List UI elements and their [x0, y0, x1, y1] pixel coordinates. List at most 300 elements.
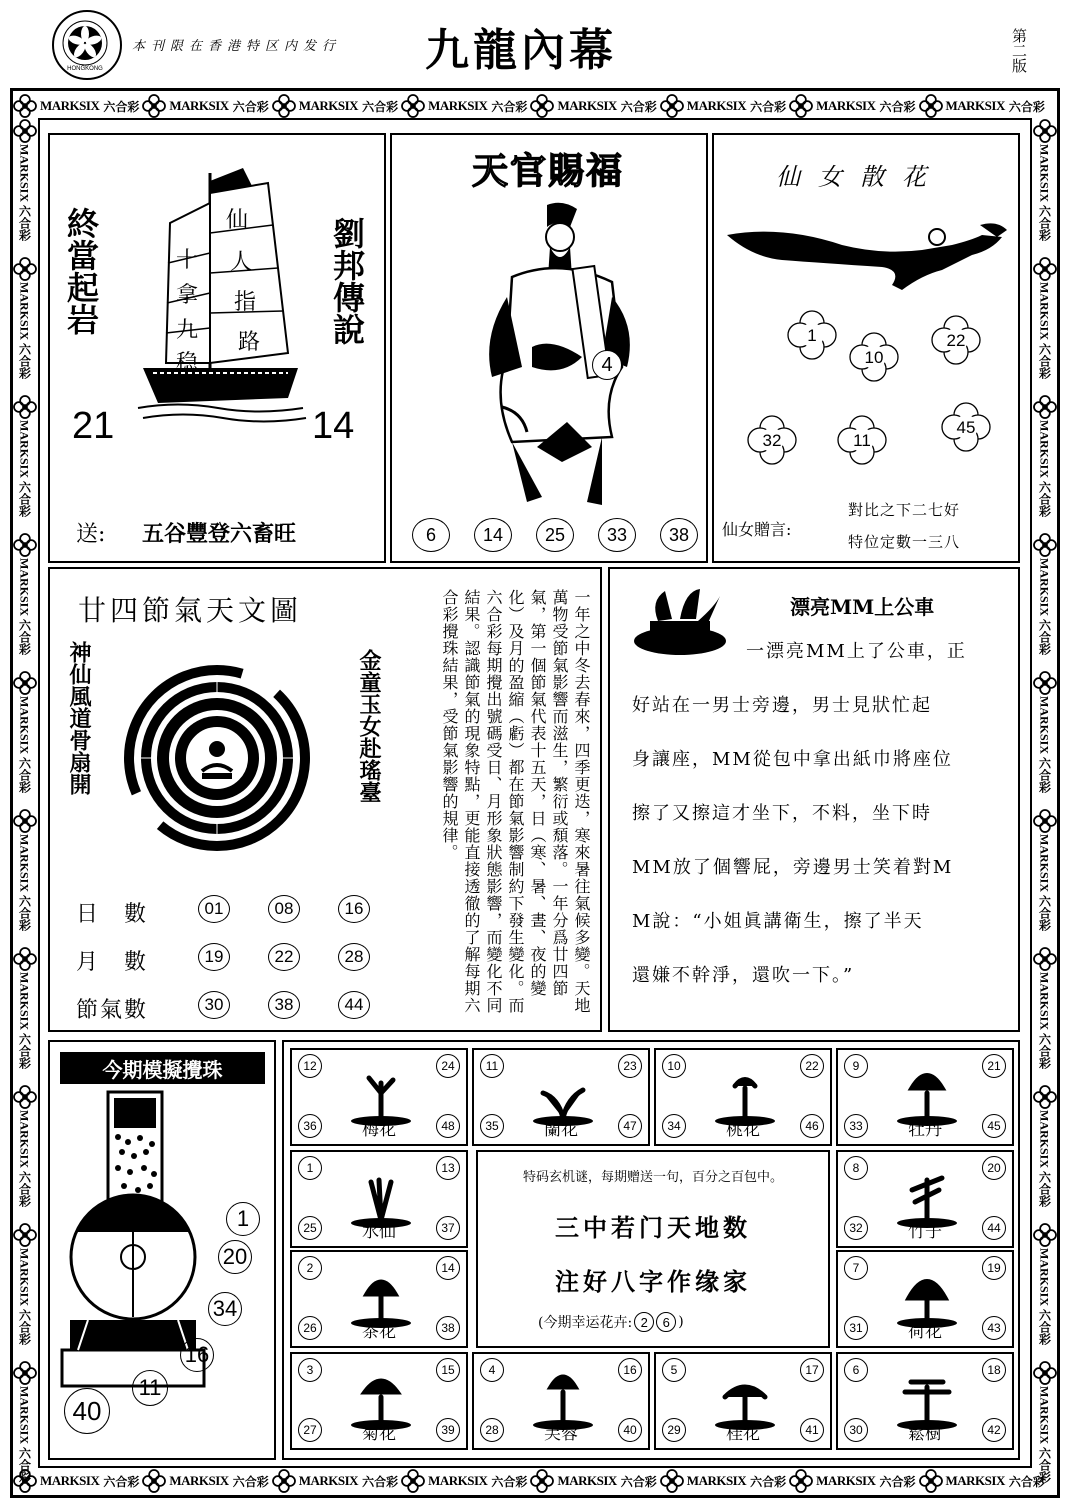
- flower-number: 42: [982, 1418, 1006, 1442]
- solar-right-vertical: 金童玉女赴瑤臺: [356, 649, 382, 803]
- solar-title: 廿四節氣天文圖: [78, 594, 303, 627]
- flower-cell: [290, 1150, 468, 1248]
- flower-ornament-icon: [790, 95, 812, 117]
- border-unit-cn: 六合彩: [879, 99, 916, 114]
- flower-number: 39: [436, 1418, 460, 1442]
- flower-number: 20: [982, 1156, 1006, 1180]
- sail-char-1: 十: [176, 248, 199, 273]
- junk-boat-illustration: [138, 163, 308, 433]
- flower-name: 梅花: [362, 1120, 396, 1140]
- gift-text: 五谷豐登六畜旺: [142, 521, 297, 547]
- flower-name: 牡丹: [908, 1120, 942, 1140]
- border-unit: [946, 98, 1045, 115]
- flower-number: 48: [436, 1114, 460, 1138]
- clover-number: [850, 333, 898, 381]
- border-unit-en: MARKSIX: [1037, 144, 1052, 203]
- border-bottom: [14, 1470, 1054, 1492]
- lottery-ball: 16: [180, 1338, 214, 1372]
- border-unit-cn: 六合彩: [232, 99, 269, 114]
- flower-cell: [290, 1250, 468, 1348]
- border-unit-en: MARKSIX: [1037, 558, 1052, 617]
- border-unit-cn: 六合彩: [1037, 1309, 1052, 1346]
- flower-number: 18: [982, 1358, 1006, 1382]
- story-line: 好站在一男士旁邊，男士見狀忙起: [632, 695, 932, 716]
- issuer-text: 本刊限在香港特区内发行: [132, 39, 342, 54]
- story-title: 漂亮MM上公車: [790, 595, 935, 619]
- flower-number: 32: [844, 1216, 868, 1240]
- tianguan-figure-illustration: [452, 197, 652, 517]
- border-unit-en: MARKSIX: [1037, 282, 1052, 341]
- story-line: 擦了又擦這才坐下，不料，坐下時: [632, 803, 932, 824]
- flower-ornament-icon: [661, 1470, 683, 1492]
- border-unit: [1037, 972, 1054, 1069]
- border-unit-en: MARKSIX: [1037, 1386, 1052, 1445]
- border-unit-cn: 六合彩: [362, 99, 399, 114]
- flower-number: 14: [436, 1256, 460, 1280]
- border-unit-cn: 六合彩: [1037, 343, 1052, 380]
- flower-number: 47: [618, 1114, 642, 1138]
- flower-cell: [836, 1150, 1014, 1248]
- story-panel: [608, 567, 1020, 1032]
- border-unit: [1037, 834, 1054, 931]
- flower-ornament-icon: [1034, 258, 1056, 280]
- border-unit: [1037, 144, 1054, 241]
- sail-char-7: 指: [234, 290, 257, 315]
- flower-number: 27: [298, 1418, 322, 1442]
- border-unit-en: MARKSIX: [1037, 1248, 1052, 1307]
- flower-number: 43: [982, 1316, 1006, 1340]
- border-unit-cn: 六合彩: [17, 619, 32, 656]
- story-line: M說：“小姐眞講衛生，擦了半天: [632, 911, 924, 932]
- story-line: 身讓座，MM從包中拿出紙巾將座位: [632, 749, 953, 770]
- lucky-number: 2: [634, 1312, 654, 1332]
- flower-ornament-icon: [143, 95, 165, 117]
- flower-ornament-icon: [14, 396, 36, 418]
- flower-cell: [472, 1352, 650, 1450]
- border-unit-en: MARKSIX: [557, 98, 617, 113]
- flower-number: 46: [800, 1114, 824, 1138]
- flower-number: 17: [800, 1358, 824, 1382]
- border-unit-cn: 六合彩: [1037, 619, 1052, 656]
- border-unit-cn: 六合彩: [1037, 481, 1052, 518]
- flower-cell: [836, 1250, 1014, 1348]
- border-unit: [169, 1473, 268, 1490]
- clover-number: [748, 416, 796, 464]
- flower-number: 33: [844, 1114, 868, 1138]
- tianguan-number: 14: [474, 518, 512, 552]
- border-unit-en: MARKSIX: [40, 1473, 100, 1488]
- border-unit: [428, 98, 527, 115]
- border-unit-en: MARKSIX: [428, 98, 488, 113]
- flower-ornament-icon: [402, 95, 424, 117]
- flower-name: 蘭花: [544, 1120, 578, 1140]
- border-unit-en: MARKSIX: [17, 696, 32, 755]
- clover-number: [788, 311, 836, 359]
- border-unit-cn: 六合彩: [750, 1474, 787, 1489]
- boat-left-number: 21: [72, 405, 115, 447]
- border-unit-cn: 六合彩: [750, 99, 787, 114]
- border-unit: [1037, 1386, 1054, 1483]
- flower-number: 40: [618, 1418, 642, 1442]
- border-unit-cn: 六合彩: [103, 1474, 140, 1489]
- solar-row-value: 28: [338, 943, 370, 971]
- border-unit-en: MARKSIX: [945, 1473, 1005, 1488]
- lottery-ball: 1: [226, 1202, 260, 1236]
- tianguan-number: 25: [536, 518, 574, 552]
- flower-number: 1: [298, 1156, 322, 1180]
- border-unit-en: MARKSIX: [1037, 972, 1052, 1031]
- flower-ornament-icon: [661, 95, 683, 117]
- flower-ornament-icon: [14, 1224, 36, 1246]
- border-unit-en: MARKSIX: [1037, 696, 1052, 755]
- flower-cell: [290, 1352, 468, 1450]
- flower-ornament-icon: [1034, 948, 1056, 970]
- boat-panel: [48, 133, 386, 563]
- border-unit-en: MARKSIX: [17, 420, 32, 479]
- border-unit-cn: 六合彩: [491, 1474, 528, 1489]
- fairy-gift-label: 仙女贈言:: [722, 520, 792, 539]
- fairy-line2: 特位定數一三八: [848, 533, 961, 551]
- flower-number: 6: [844, 1358, 868, 1382]
- svg-text:45: 45: [956, 418, 976, 437]
- flower-number: 31: [844, 1316, 868, 1340]
- border-unit-en: MARKSIX: [17, 1248, 32, 1307]
- flower-ornament-icon: [14, 534, 36, 556]
- flower-name: 水仙: [362, 1222, 396, 1242]
- flower-ornament-icon: [531, 95, 553, 117]
- lucky-label: (今期幸运花卉:: [538, 1315, 633, 1331]
- border-unit: [1037, 558, 1054, 655]
- clover-number: [838, 416, 886, 464]
- border-unit-cn: 六合彩: [1008, 1474, 1045, 1489]
- border-unit: [428, 1473, 527, 1490]
- flower-ornament-icon: [14, 120, 36, 142]
- tianguan-panel: [390, 133, 708, 563]
- solar-row-value: 22: [268, 943, 300, 971]
- riddle-line2: 注好八字作缘家: [555, 1267, 751, 1296]
- border-unit-cn: 六合彩: [1037, 1171, 1052, 1208]
- flower-number: 4: [480, 1358, 504, 1382]
- flower-number: 10: [662, 1054, 686, 1078]
- border-unit-en: MARKSIX: [816, 1473, 876, 1488]
- border-unit: [299, 98, 398, 115]
- border-left: [13, 120, 37, 1484]
- border-unit: [17, 282, 34, 379]
- border-unit-en: MARKSIX: [17, 144, 32, 203]
- border-unit-en: MARKSIX: [557, 1473, 617, 1488]
- svg-text:22: 22: [946, 331, 966, 350]
- border-right: [1033, 120, 1057, 1484]
- flower-name: 桃花: [726, 1120, 760, 1140]
- border-unit: [687, 98, 786, 115]
- tianguan-number: 38: [660, 518, 698, 552]
- border-unit-cn: 六合彩: [1037, 1033, 1052, 1070]
- flower-ornament-icon: [143, 1470, 165, 1492]
- solar-terms-panel: [48, 567, 602, 1032]
- flower-number: 41: [800, 1418, 824, 1442]
- solar-essay: 一年之中冬去春來，四季更迭，寒來暑往氣候多變。天地萬物受節氣影響而滋生，繁衍或頹落。一年分爲廿四節氣，第一個節氣代表十五天，日（寒、暑、晝、夜的變化）及月的盈縮（虧）都在節氣影響制約下發生變化。而六合彩每期攪出號碼受日、月形象狀態影響，而變化不同結果。認識節氣的現象特點，更能直接透徹的了解每期六合彩攪珠結果，受節氣影響的規律。: [440, 589, 591, 1014]
- border-unit-cn: 六合彩: [491, 99, 528, 114]
- border-unit-en: MARKSIX: [428, 1473, 488, 1488]
- flower-number: 45: [982, 1114, 1006, 1138]
- border-unit-en: MARKSIX: [169, 98, 229, 113]
- border-unit-cn: 六合彩: [17, 757, 32, 794]
- solar-row-value: 44: [338, 991, 370, 1019]
- clover-icons: [714, 135, 1022, 535]
- logo-text: HONGKONG: [67, 66, 103, 72]
- border-unit-en: MARKSIX: [1037, 834, 1052, 893]
- border-unit: [17, 696, 34, 793]
- border-unit-cn: 六合彩: [17, 895, 32, 932]
- flower-number: 2: [298, 1256, 322, 1280]
- story-line: 還嫌不幹淨，還吹一下。”: [632, 965, 855, 986]
- flower-number: 24: [436, 1054, 460, 1078]
- fairy-title: 仙女散花: [776, 163, 944, 191]
- flower-number: 22: [800, 1054, 824, 1078]
- flower-ornament-icon: [1034, 672, 1056, 694]
- gift-label: 送:: [76, 522, 106, 547]
- flower-number: 26: [298, 1316, 322, 1340]
- border-unit-cn: 六合彩: [232, 1474, 269, 1489]
- solar-row-value: 38: [268, 991, 300, 1019]
- svg-text:10: 10: [864, 348, 884, 367]
- flower-name: 荷花: [908, 1322, 942, 1342]
- flower-ornament-icon: [920, 95, 942, 117]
- flower-name: 茶花: [362, 1322, 396, 1342]
- border-unit-cn: 六合彩: [17, 1171, 32, 1208]
- border-unit: [40, 1473, 139, 1490]
- border-unit-cn: 六合彩: [17, 1033, 32, 1070]
- riddle-line1: 三中若门天地数: [555, 1213, 751, 1242]
- flower-name: 竹子: [908, 1222, 942, 1242]
- border-unit: [1037, 1110, 1054, 1207]
- clover-number: [942, 403, 990, 451]
- flower-number: 8: [844, 1156, 868, 1180]
- lottery-ball: 11: [132, 1370, 168, 1406]
- flower-number: 34: [662, 1114, 686, 1138]
- flower-ornament-icon: [14, 1086, 36, 1108]
- sail-char-5: 仙: [226, 208, 249, 233]
- flower-number: 35: [480, 1114, 504, 1138]
- border-unit-en: MARKSIX: [40, 98, 100, 113]
- svg-text:32: 32: [762, 431, 782, 450]
- lucky-close: ): [678, 1314, 684, 1330]
- flower-cell: [654, 1048, 832, 1146]
- sail-char-8: 路: [238, 330, 261, 355]
- border-unit-cn: 六合彩: [620, 1474, 657, 1489]
- flower-ornament-icon: [14, 672, 36, 694]
- border-unit-cn: 六合彩: [17, 1447, 32, 1484]
- border-unit-en: MARKSIX: [17, 834, 32, 893]
- solar-left-vertical: 神仙風道骨扇開: [66, 641, 92, 795]
- border-unit-en: MARKSIX: [686, 1473, 747, 1488]
- flower-number: 19: [982, 1256, 1006, 1280]
- flower-ornament-icon: [1034, 534, 1056, 556]
- tianguan-number: 6: [412, 518, 450, 552]
- border-unit: [557, 1473, 656, 1490]
- border-unit-en: MARKSIX: [1037, 1110, 1052, 1169]
- border-unit: [946, 1473, 1045, 1490]
- flower-number: 15: [436, 1358, 460, 1382]
- lucky-number: 6: [656, 1312, 676, 1332]
- flower-name: 菊花: [362, 1424, 396, 1444]
- border-unit: [17, 1386, 34, 1483]
- flower-number: 28: [480, 1418, 504, 1442]
- riddle-box: [476, 1150, 830, 1348]
- border-unit: [17, 558, 34, 655]
- flower-number: 7: [844, 1256, 868, 1280]
- svg-text:1: 1: [807, 326, 817, 345]
- flower-cell: [836, 1352, 1014, 1450]
- solar-wheel-diagram: [122, 661, 317, 856]
- flower-number: 3: [298, 1358, 322, 1382]
- border-unit-cn: 六合彩: [103, 99, 140, 114]
- solar-row-label: 日 數: [76, 902, 149, 927]
- solar-row-value: 30: [198, 991, 230, 1019]
- flower-number: 36: [298, 1114, 322, 1138]
- boat-right-number: 14: [312, 405, 355, 447]
- flower-number: 29: [662, 1418, 686, 1442]
- flower-ornament-icon: [920, 1470, 942, 1492]
- border-unit: [17, 972, 34, 1069]
- border-unit-en: MARKSIX: [1037, 420, 1052, 479]
- sail-char-6: 人: [230, 250, 253, 275]
- boat-left-title: 終當起岩: [62, 207, 100, 335]
- flower-cell: [290, 1048, 468, 1146]
- flower-ornament-icon: [14, 948, 36, 970]
- flower-number: 23: [618, 1054, 642, 1078]
- flower-cell: [836, 1048, 1014, 1146]
- border-unit-en: MARKSIX: [298, 98, 359, 113]
- solar-row-value: 19: [198, 943, 230, 971]
- border-unit-cn: 六合彩: [362, 1474, 399, 1489]
- tianguan-title: 天官賜福: [472, 150, 625, 192]
- sail-char-3: 九: [176, 318, 199, 343]
- border-unit: [557, 98, 656, 115]
- flower-number: 16: [618, 1358, 642, 1382]
- flower-ornament-icon: [14, 95, 36, 117]
- solar-row-value: 01: [198, 895, 230, 923]
- flower-ornament-icon: [14, 258, 36, 280]
- border-unit-cn: 六合彩: [879, 1474, 916, 1489]
- border-unit: [1037, 1248, 1054, 1345]
- boat-right-title: 劉邦傳說: [328, 217, 366, 345]
- border-unit: [17, 1248, 34, 1345]
- border-unit: [1037, 282, 1054, 379]
- solar-row-label: 節氣數: [76, 998, 149, 1023]
- border-unit: [299, 1473, 398, 1490]
- flower-ornament-icon: [531, 1470, 553, 1492]
- border-unit-en: MARKSIX: [298, 1473, 359, 1488]
- border-unit-en: MARKSIX: [17, 558, 32, 617]
- flower-number: 25: [298, 1216, 322, 1240]
- flower-number: 5: [662, 1358, 686, 1382]
- flower-number: 11: [480, 1054, 504, 1078]
- lottery-ball: 34: [208, 1292, 242, 1326]
- solar-row-value: 16: [338, 895, 370, 923]
- story-line: MM放了個響屁，旁邊男士笑着對M: [632, 857, 954, 878]
- flower-number: 30: [844, 1418, 868, 1442]
- border-unit: [1037, 420, 1054, 517]
- flower-number: 21: [982, 1054, 1006, 1078]
- border-unit-cn: 六合彩: [1037, 1447, 1052, 1484]
- flower-name: 芙蓉: [544, 1424, 578, 1444]
- lottery-ball: 40: [64, 1388, 110, 1434]
- border-unit-en: MARKSIX: [17, 1386, 32, 1445]
- border-unit-en: MARKSIX: [816, 98, 876, 113]
- flower-ornament-icon: [1034, 1086, 1056, 1108]
- border-unit-en: MARKSIX: [17, 972, 32, 1031]
- flower-name: 鬆樹: [908, 1424, 942, 1444]
- story-line: 一漂亮MM上了公車，正: [746, 641, 967, 662]
- flower-ornament-icon: [1034, 1362, 1056, 1384]
- border-unit: [17, 834, 34, 931]
- border-unit-cn: 六合彩: [1037, 895, 1052, 932]
- flower-number: 44: [982, 1216, 1006, 1240]
- sail-char-2: 拿: [176, 283, 199, 308]
- flower-ornament-icon: [14, 810, 36, 832]
- tianguan-center-number: 4: [592, 350, 622, 380]
- border-unit: [40, 98, 139, 115]
- edition-label: 第二版: [1010, 28, 1028, 73]
- border-unit-cn: 六合彩: [17, 343, 32, 380]
- border-unit-en: MARKSIX: [17, 1110, 32, 1169]
- flower-ornament-icon: [790, 1470, 812, 1492]
- machine-label: 六合彩 · 攪珠機: [72, 1359, 134, 1369]
- border-unit-en: MARKSIX: [169, 1473, 229, 1488]
- flower-name: 桂花: [726, 1424, 760, 1444]
- bus-seat-illustration: [630, 581, 730, 661]
- flower-number: 38: [436, 1316, 460, 1340]
- solar-row-label: 月 數: [76, 950, 149, 975]
- border-unit-cn: 六合彩: [1037, 205, 1052, 242]
- page-title: 九龍內幕: [425, 25, 617, 76]
- flower-ornament-icon: [1034, 1224, 1056, 1246]
- clover-number: [932, 316, 980, 364]
- border-unit: [687, 1473, 786, 1490]
- flower-number: 13: [436, 1156, 460, 1180]
- flower-ornament-icon: [273, 1470, 295, 1492]
- border-unit: [17, 1110, 34, 1207]
- border-unit-cn: 六合彩: [620, 99, 657, 114]
- border-unit-cn: 六合彩: [17, 481, 32, 518]
- solar-row-value: 08: [268, 895, 300, 923]
- svg-text:11: 11: [853, 431, 871, 450]
- border-unit-cn: 六合彩: [17, 1309, 32, 1346]
- border-unit-en: MARKSIX: [17, 282, 32, 341]
- flower-number: 9: [844, 1054, 868, 1078]
- border-unit-cn: 六合彩: [17, 205, 32, 242]
- border-unit-cn: 六合彩: [1008, 99, 1045, 114]
- sail-char-4: 稳: [176, 351, 199, 376]
- flower-cell: [654, 1352, 832, 1450]
- border-top: [14, 95, 1054, 117]
- flower-ornament-icon: [1034, 810, 1056, 832]
- fairy-panel: [712, 133, 1020, 563]
- flower-ornament-icon: [1034, 120, 1056, 142]
- hk-emblem-logo: [52, 10, 122, 80]
- flower-number: 12: [298, 1054, 322, 1078]
- flower-number: 37: [436, 1216, 460, 1240]
- lottery-title: 今期模擬攪珠: [60, 1052, 265, 1084]
- riddle-intro: 特码玄机谜，每期赠送一句，百分之百包中。: [522, 1170, 783, 1185]
- border-unit: [17, 420, 34, 517]
- header: [0, 0, 1068, 85]
- flower-cell: [472, 1048, 650, 1146]
- border-unit-en: MARKSIX: [945, 98, 1005, 113]
- tianguan-number: 33: [598, 518, 636, 552]
- lottery-ball: 20: [218, 1240, 252, 1274]
